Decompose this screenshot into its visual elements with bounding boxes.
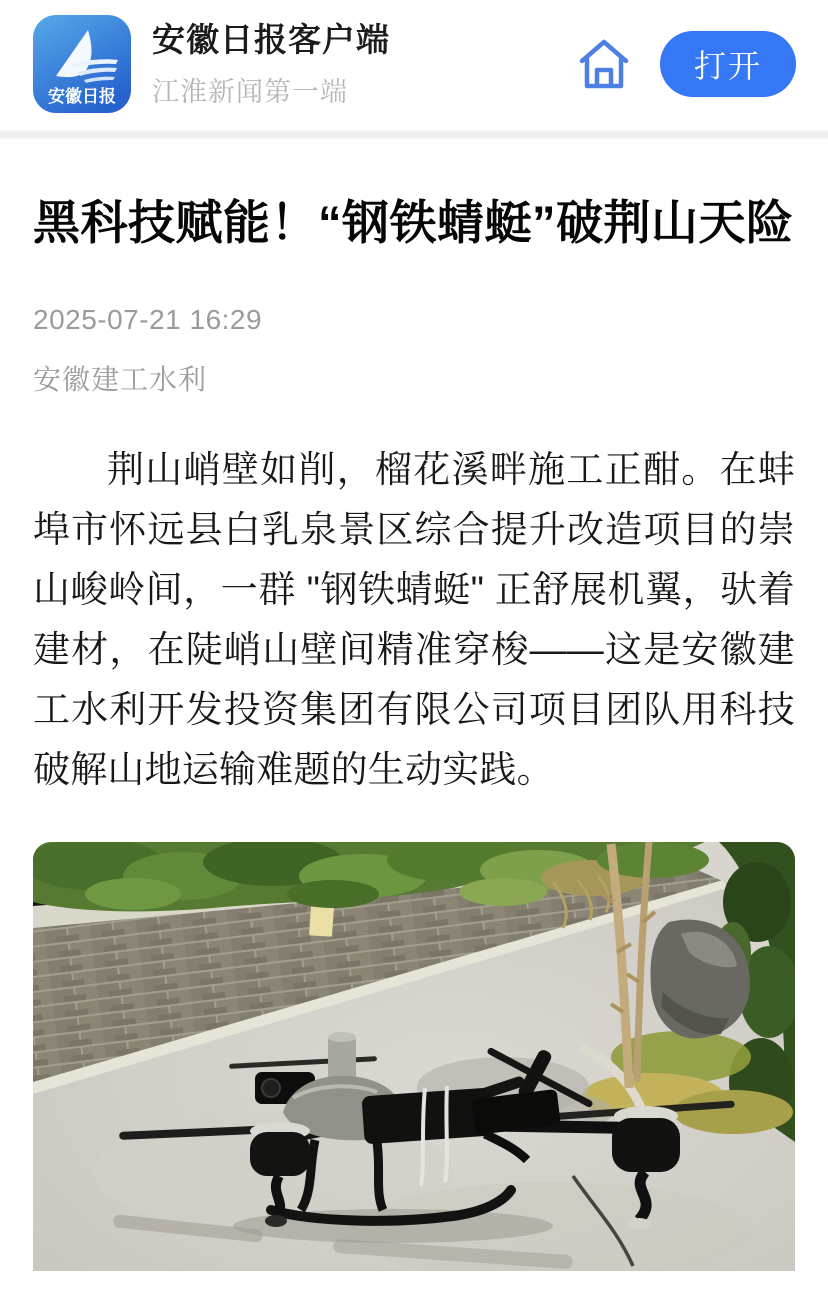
app-banner: [0, 0, 828, 130]
home-icon: [578, 36, 630, 92]
open-app-button-label: 打开: [693, 48, 762, 84]
article-title: 黑科技赋能！“钢铁蜻蜓”破荆山天险: [33, 196, 794, 249]
app-logo-icon: [32, 14, 132, 114]
app-tagline: 江淮新闻第一端: [152, 76, 348, 107]
article-date: 2025-07-21 16:29: [33, 304, 263, 335]
open-app-button[interactable]: [660, 31, 796, 97]
app-name: 安徽日报客户端: [152, 21, 390, 59]
home-button[interactable]: [576, 34, 632, 94]
rotor-pod: [250, 1132, 310, 1176]
svg-text:安徽日报: 安徽日报: [48, 87, 116, 106]
drone-photo-illustration: [33, 842, 795, 1271]
rotor-pod: [612, 1118, 680, 1172]
banner-divider: [0, 130, 828, 139]
app-meta: [152, 19, 390, 108]
article-photo[interactable]: [33, 842, 795, 1271]
article: [0, 185, 828, 1271]
wall-sign: [309, 905, 334, 937]
article-source[interactable]: 安徽建工水利: [33, 364, 208, 395]
anhui-daily-app-icon[interactable]: [32, 14, 132, 114]
article-paragraph: 荆山峭壁如削，榴花溪畔施工正酣。在蚌埠市怀远县白乳泉景区综合提升改造项目的崇山峻岭间，一群 "钢铁蜻蜓" 正舒展机翼，驮着建材，在陡峭山壁间精准穿梭——这是安徽建工水利开发投资集团有限公司项目团队用科技破解山地运输难题的生动实践。: [33, 449, 795, 790]
